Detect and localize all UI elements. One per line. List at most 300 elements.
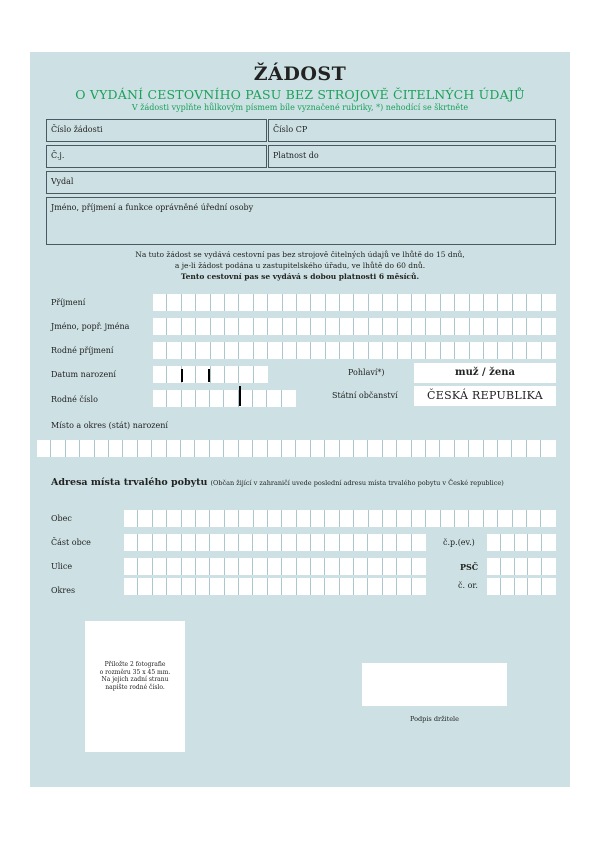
char-cell[interactable] <box>297 578 311 595</box>
cj-label: Č.j. <box>51 151 65 160</box>
char-cell[interactable] <box>224 440 238 457</box>
char-cell[interactable] <box>167 578 181 595</box>
vydal-label: Vydal <box>51 177 74 186</box>
char-cell[interactable] <box>167 440 181 457</box>
char-cell[interactable] <box>210 440 224 457</box>
char-cell[interactable] <box>153 318 167 335</box>
char-cell[interactable] <box>527 510 541 527</box>
cp-label: č.p.(ev.) <box>443 538 475 547</box>
char-cell[interactable] <box>167 558 181 575</box>
cislo-zadosti-label: Číslo žádosti <box>51 125 103 134</box>
okres-label: Okres <box>51 586 76 595</box>
char-cell[interactable] <box>196 534 210 551</box>
char-cell[interactable] <box>397 558 411 575</box>
char-cell[interactable] <box>210 510 224 527</box>
platnost-do-field[interactable] <box>268 145 556 168</box>
ulice-input[interactable] <box>124 558 426 575</box>
char-cell[interactable] <box>254 366 268 383</box>
char-cell[interactable] <box>182 318 196 335</box>
char-cell[interactable] <box>282 534 296 551</box>
cislo-cp-field[interactable] <box>268 119 556 142</box>
misto-narozeni-input[interactable] <box>37 440 556 457</box>
char-cell[interactable] <box>138 578 152 595</box>
char-cell[interactable] <box>283 318 297 335</box>
notice-line-2: a je-li žádost podána u zastupitelského úřadu, ve lhůtě do 60 dnů. <box>174 261 426 270</box>
char-cell[interactable] <box>498 510 512 527</box>
char-cell[interactable] <box>254 342 268 359</box>
char-cell[interactable] <box>383 510 397 527</box>
char-cell[interactable] <box>182 294 196 311</box>
char-cell[interactable] <box>268 318 282 335</box>
char-cell[interactable] <box>528 558 542 575</box>
obec-input[interactable] <box>124 510 556 527</box>
char-cell[interactable] <box>138 440 152 457</box>
char-cell[interactable] <box>239 534 253 551</box>
char-cell[interactable] <box>138 510 152 527</box>
official-label: Jméno, příjmení a funkce oprávněné úřední osoby <box>51 203 254 212</box>
char-cell[interactable] <box>153 534 167 551</box>
char-cell[interactable] <box>181 440 195 457</box>
char-cell[interactable] <box>153 390 167 407</box>
char-cell[interactable] <box>340 318 354 335</box>
vydal-field[interactable] <box>46 171 556 194</box>
char-cell[interactable] <box>167 390 181 407</box>
char-cell[interactable] <box>268 294 282 311</box>
char-cell[interactable] <box>383 342 397 359</box>
jmeno-label: Jméno, popř. jména <box>51 322 130 331</box>
char-cell[interactable] <box>426 294 440 311</box>
char-cell[interactable] <box>297 318 311 335</box>
char-cell[interactable] <box>455 318 469 335</box>
char-cell[interactable] <box>484 510 498 527</box>
char-cell[interactable] <box>297 558 311 575</box>
okres-input[interactable] <box>124 578 426 595</box>
psc-input[interactable] <box>487 558 556 575</box>
char-cell[interactable] <box>239 342 253 359</box>
obcanstvi-label: Státní občanství <box>332 391 398 400</box>
char-cell[interactable] <box>368 440 382 457</box>
char-cell[interactable] <box>369 510 383 527</box>
char-cell[interactable] <box>153 366 167 383</box>
char-cell[interactable] <box>239 578 253 595</box>
char-cell[interactable] <box>426 510 440 527</box>
char-cell[interactable] <box>412 318 426 335</box>
char-cell[interactable] <box>513 294 527 311</box>
char-cell[interactable] <box>283 294 297 311</box>
prijmeni-label: Příjmení <box>51 298 86 307</box>
char-cell[interactable] <box>268 534 282 551</box>
char-cell[interactable] <box>397 534 411 551</box>
char-cell[interactable] <box>153 510 167 527</box>
char-cell[interactable] <box>153 294 167 311</box>
char-cell[interactable] <box>182 390 196 407</box>
char-cell[interactable] <box>484 294 498 311</box>
address-heading-note: (Občan žijící v zahraničí uvede poslední adresu místa trvalého pobytu v České republice) <box>210 479 504 487</box>
char-cell[interactable] <box>398 294 412 311</box>
char-cell[interactable] <box>225 342 239 359</box>
char-cell[interactable] <box>455 294 469 311</box>
char-cell[interactable] <box>354 578 368 595</box>
char-cell[interactable] <box>542 318 556 335</box>
char-cell[interactable] <box>124 558 138 575</box>
char-cell[interactable] <box>512 440 526 457</box>
char-cell[interactable] <box>239 440 253 457</box>
char-cell[interactable] <box>167 366 181 383</box>
prijmeni-input[interactable] <box>153 294 556 311</box>
date-separator-2 <box>208 369 210 382</box>
char-cell[interactable] <box>412 510 426 527</box>
char-cell[interactable] <box>326 294 340 311</box>
char-cell[interactable] <box>383 578 397 595</box>
datum-narozeni-input[interactable] <box>153 366 268 383</box>
char-cell[interactable] <box>239 294 253 311</box>
char-cell[interactable] <box>225 294 239 311</box>
char-cell[interactable] <box>498 318 512 335</box>
char-cell[interactable] <box>167 510 181 527</box>
char-cell[interactable] <box>513 318 527 335</box>
char-cell[interactable] <box>196 342 210 359</box>
char-cell[interactable] <box>124 510 138 527</box>
rodne-prijmeni-label: Rodné příjmení <box>51 346 114 355</box>
char-cell[interactable] <box>124 578 138 595</box>
char-cell[interactable] <box>253 558 267 575</box>
char-cell[interactable] <box>225 318 239 335</box>
char-cell[interactable] <box>542 578 556 595</box>
char-cell[interactable] <box>182 558 196 575</box>
char-cell[interactable] <box>325 558 339 575</box>
char-cell[interactable] <box>268 440 282 457</box>
char-cell[interactable] <box>311 440 325 457</box>
char-cell[interactable] <box>282 510 296 527</box>
char-cell[interactable] <box>455 440 469 457</box>
photo-line-1: Přiložte 2 fotografie <box>104 661 166 668</box>
char-cell[interactable] <box>225 558 239 575</box>
char-cell[interactable] <box>354 534 368 551</box>
char-cell[interactable] <box>167 534 181 551</box>
char-cell[interactable] <box>326 342 340 359</box>
char-cell[interactable] <box>311 318 325 335</box>
official-field[interactable] <box>46 197 556 245</box>
char-cell[interactable] <box>470 294 484 311</box>
char-cell[interactable] <box>528 534 542 551</box>
char-cell[interactable] <box>369 342 383 359</box>
char-cell[interactable] <box>311 510 325 527</box>
char-cell[interactable] <box>253 390 267 407</box>
char-cell[interactable] <box>167 318 181 335</box>
char-cell[interactable] <box>254 510 268 527</box>
address-heading-wrap <box>51 477 504 488</box>
rodne-cislo-input[interactable] <box>153 390 296 407</box>
pohlavi-label: Pohlaví*) <box>348 368 385 377</box>
char-cell[interactable] <box>441 318 455 335</box>
char-cell[interactable] <box>296 440 310 457</box>
char-cell[interactable] <box>268 558 282 575</box>
char-cell[interactable] <box>239 318 253 335</box>
char-cell[interactable] <box>455 342 469 359</box>
datum-narozeni-label: Datum narození <box>51 370 116 379</box>
char-cell[interactable] <box>253 534 267 551</box>
char-cell[interactable] <box>398 342 412 359</box>
char-cell[interactable] <box>340 342 354 359</box>
signature-field[interactable] <box>362 663 507 706</box>
obcanstvi-field <box>414 386 556 406</box>
char-cell[interactable] <box>412 534 426 551</box>
char-cell[interactable] <box>340 558 354 575</box>
char-cell[interactable] <box>268 510 282 527</box>
char-cell[interactable] <box>239 558 253 575</box>
char-cell[interactable] <box>311 558 325 575</box>
char-cell[interactable] <box>455 510 469 527</box>
char-cell[interactable] <box>470 318 484 335</box>
char-cell[interactable] <box>325 440 339 457</box>
char-cell[interactable] <box>383 318 397 335</box>
char-cell[interactable] <box>369 318 383 335</box>
char-cell[interactable] <box>513 342 527 359</box>
char-cell[interactable] <box>498 440 512 457</box>
char-cell[interactable] <box>527 440 541 457</box>
char-cell[interactable] <box>515 558 529 575</box>
char-cell[interactable] <box>80 440 94 457</box>
char-cell[interactable] <box>210 578 224 595</box>
char-cell[interactable] <box>325 578 339 595</box>
rodne-prijmeni-input[interactable] <box>153 342 556 359</box>
char-cell[interactable] <box>253 578 267 595</box>
char-cell[interactable] <box>297 342 311 359</box>
char-cell[interactable] <box>211 366 225 383</box>
char-cell[interactable] <box>412 342 426 359</box>
char-cell[interactable] <box>196 510 210 527</box>
char-cell[interactable] <box>484 318 498 335</box>
char-cell[interactable] <box>412 578 426 595</box>
char-cell[interactable] <box>182 342 196 359</box>
char-cell[interactable] <box>153 342 167 359</box>
notice-line-3: Tento cestovní pas se vydává s dobou platnosti 6 měsíců. <box>180 272 420 281</box>
char-cell[interactable] <box>182 534 196 551</box>
cj-field[interactable] <box>46 145 267 168</box>
char-cell[interactable] <box>469 510 483 527</box>
char-cell[interactable] <box>412 294 426 311</box>
char-cell[interactable] <box>369 294 383 311</box>
char-cell[interactable] <box>542 534 556 551</box>
char-cell[interactable] <box>268 342 282 359</box>
char-cell[interactable] <box>138 558 152 575</box>
cislo-cp-label: Číslo CP <box>273 125 308 134</box>
char-cell[interactable] <box>397 440 411 457</box>
char-cell[interactable] <box>253 440 267 457</box>
char-cell[interactable] <box>325 510 339 527</box>
char-cell[interactable] <box>441 342 455 359</box>
char-cell[interactable] <box>225 578 239 595</box>
char-cell[interactable] <box>484 440 498 457</box>
char-cell[interactable] <box>515 534 529 551</box>
char-cell[interactable] <box>527 342 541 359</box>
address-heading: Adresa místa trvalého pobytu <box>51 477 208 488</box>
char-cell[interactable] <box>211 318 225 335</box>
char-cell[interactable] <box>368 578 382 595</box>
char-cell[interactable] <box>542 294 556 311</box>
char-cell[interactable] <box>182 578 196 595</box>
char-cell[interactable] <box>182 510 196 527</box>
char-cell[interactable] <box>211 342 225 359</box>
char-cell[interactable] <box>412 440 426 457</box>
char-cell[interactable] <box>368 558 382 575</box>
photo-line-2: o rozměru 35 x 45 mm. <box>99 668 171 676</box>
char-cell[interactable] <box>487 558 501 575</box>
char-cell[interactable] <box>340 534 354 551</box>
char-cell[interactable] <box>426 440 440 457</box>
char-cell[interactable] <box>210 390 224 407</box>
char-cell[interactable] <box>470 342 484 359</box>
char-cell[interactable] <box>224 390 238 407</box>
char-cell[interactable] <box>340 440 354 457</box>
char-cell[interactable] <box>311 342 325 359</box>
char-cell[interactable] <box>354 510 368 527</box>
char-cell[interactable] <box>326 318 340 335</box>
char-cell[interactable] <box>152 440 166 457</box>
char-cell[interactable] <box>501 534 515 551</box>
char-cell[interactable] <box>211 294 225 311</box>
char-cell[interactable] <box>527 318 541 335</box>
char-cell[interactable] <box>210 558 224 575</box>
char-cell[interactable] <box>239 366 253 383</box>
char-cell[interactable] <box>95 440 109 457</box>
char-cell[interactable] <box>109 440 123 457</box>
photo-box <box>85 621 185 752</box>
char-cell[interactable] <box>167 342 181 359</box>
form-title: ŽÁDOST <box>253 63 347 85</box>
char-cell[interactable] <box>528 578 542 595</box>
pohlavi-field[interactable] <box>414 363 556 383</box>
char-cell[interactable] <box>267 390 281 407</box>
char-cell[interactable] <box>254 294 268 311</box>
char-cell[interactable] <box>297 294 311 311</box>
obcanstvi-value: ČESKÁ REPUBLIKA <box>427 389 543 402</box>
char-cell[interactable] <box>412 558 426 575</box>
char-cell[interactable] <box>239 510 253 527</box>
char-cell[interactable] <box>487 534 501 551</box>
char-cell[interactable] <box>311 578 325 595</box>
char-cell[interactable] <box>225 366 239 383</box>
psc-label: PSČ <box>460 562 479 572</box>
char-cell[interactable] <box>210 534 224 551</box>
char-cell[interactable] <box>195 440 209 457</box>
rodne-cislo-separator <box>239 386 241 406</box>
char-cell[interactable] <box>440 440 454 457</box>
platnost-do-label: Platnost do <box>273 151 319 160</box>
char-cell[interactable] <box>283 342 297 359</box>
char-cell[interactable] <box>167 294 181 311</box>
char-cell[interactable] <box>441 294 455 311</box>
char-cell[interactable] <box>297 534 311 551</box>
char-cell[interactable] <box>513 510 527 527</box>
signature-label: Podpis držitele <box>410 715 459 723</box>
char-cell[interactable] <box>487 578 501 595</box>
misto-narozeni-label: Místo a okres (stát) narození <box>51 421 168 430</box>
char-cell[interactable] <box>515 578 529 595</box>
notice-line-1: Na tuto žádost se vydává cestovní pas bez strojově čitelných údajů ve lhůtě do 15 dnů, <box>135 250 465 259</box>
char-cell[interactable] <box>383 558 397 575</box>
char-cell[interactable] <box>254 318 268 335</box>
char-cell[interactable] <box>325 534 339 551</box>
char-cell[interactable] <box>225 510 239 527</box>
char-cell[interactable] <box>498 294 512 311</box>
char-cell[interactable] <box>311 534 325 551</box>
char-cell[interactable] <box>311 294 325 311</box>
char-cell[interactable] <box>484 342 498 359</box>
char-cell[interactable] <box>196 390 210 407</box>
char-cell[interactable] <box>426 342 440 359</box>
photo-line-4: napište rodné číslo. <box>105 683 165 691</box>
char-cell[interactable] <box>124 534 138 551</box>
char-cell[interactable] <box>268 578 282 595</box>
cislo-zadosti-field[interactable] <box>46 119 267 142</box>
char-cell[interactable] <box>282 440 296 457</box>
char-cell[interactable] <box>383 534 397 551</box>
char-cell[interactable] <box>354 440 368 457</box>
char-cell[interactable] <box>297 510 311 527</box>
char-cell[interactable] <box>196 558 210 575</box>
char-cell[interactable] <box>123 440 137 457</box>
char-cell[interactable] <box>37 440 51 457</box>
char-cell[interactable] <box>501 558 515 575</box>
char-cell[interactable] <box>441 510 455 527</box>
cor-input[interactable] <box>487 578 556 595</box>
char-cell[interactable] <box>354 342 368 359</box>
char-cell[interactable] <box>541 440 555 457</box>
char-cell[interactable] <box>282 390 296 407</box>
char-cell[interactable] <box>383 440 397 457</box>
char-cell[interactable] <box>51 440 65 457</box>
char-cell[interactable] <box>469 440 483 457</box>
char-cell[interactable] <box>527 294 541 311</box>
char-cell[interactable] <box>340 294 354 311</box>
char-cell[interactable] <box>397 578 411 595</box>
char-cell[interactable] <box>153 578 167 595</box>
char-cell[interactable] <box>340 510 354 527</box>
char-cell[interactable] <box>340 578 354 595</box>
char-cell[interactable] <box>542 558 556 575</box>
char-cell[interactable] <box>426 318 440 335</box>
char-cell[interactable] <box>153 558 167 575</box>
char-cell[interactable] <box>368 534 382 551</box>
char-cell[interactable] <box>501 578 515 595</box>
char-cell[interactable] <box>541 510 555 527</box>
char-cell[interactable] <box>383 294 397 311</box>
char-cell[interactable] <box>397 510 411 527</box>
photo-line-3: Na jejich zadní stranu <box>101 676 169 683</box>
char-cell[interactable] <box>398 318 412 335</box>
char-cell[interactable] <box>354 318 368 335</box>
char-cell[interactable] <box>196 578 210 595</box>
char-cell[interactable] <box>498 342 512 359</box>
jmeno-input[interactable] <box>153 318 556 335</box>
char-cell[interactable] <box>196 318 210 335</box>
cp-input[interactable] <box>487 534 556 551</box>
char-cell[interactable] <box>182 366 196 383</box>
cast-obce-label: Část obce <box>51 538 91 547</box>
char-cell[interactable] <box>225 534 239 551</box>
char-cell[interactable] <box>354 558 368 575</box>
cast-obce-input[interactable] <box>124 534 426 551</box>
form-subtitle: O VYDÁNÍ CESTOVNÍHO PASU BEZ STROJOVĚ ČITELNÝCH ÚDAJŮ <box>75 87 525 102</box>
char-cell[interactable] <box>354 294 368 311</box>
char-cell[interactable] <box>542 342 556 359</box>
char-cell[interactable] <box>282 578 296 595</box>
char-cell[interactable] <box>282 558 296 575</box>
char-cell[interactable] <box>66 440 80 457</box>
char-cell[interactable] <box>138 534 152 551</box>
char-cell[interactable] <box>196 294 210 311</box>
